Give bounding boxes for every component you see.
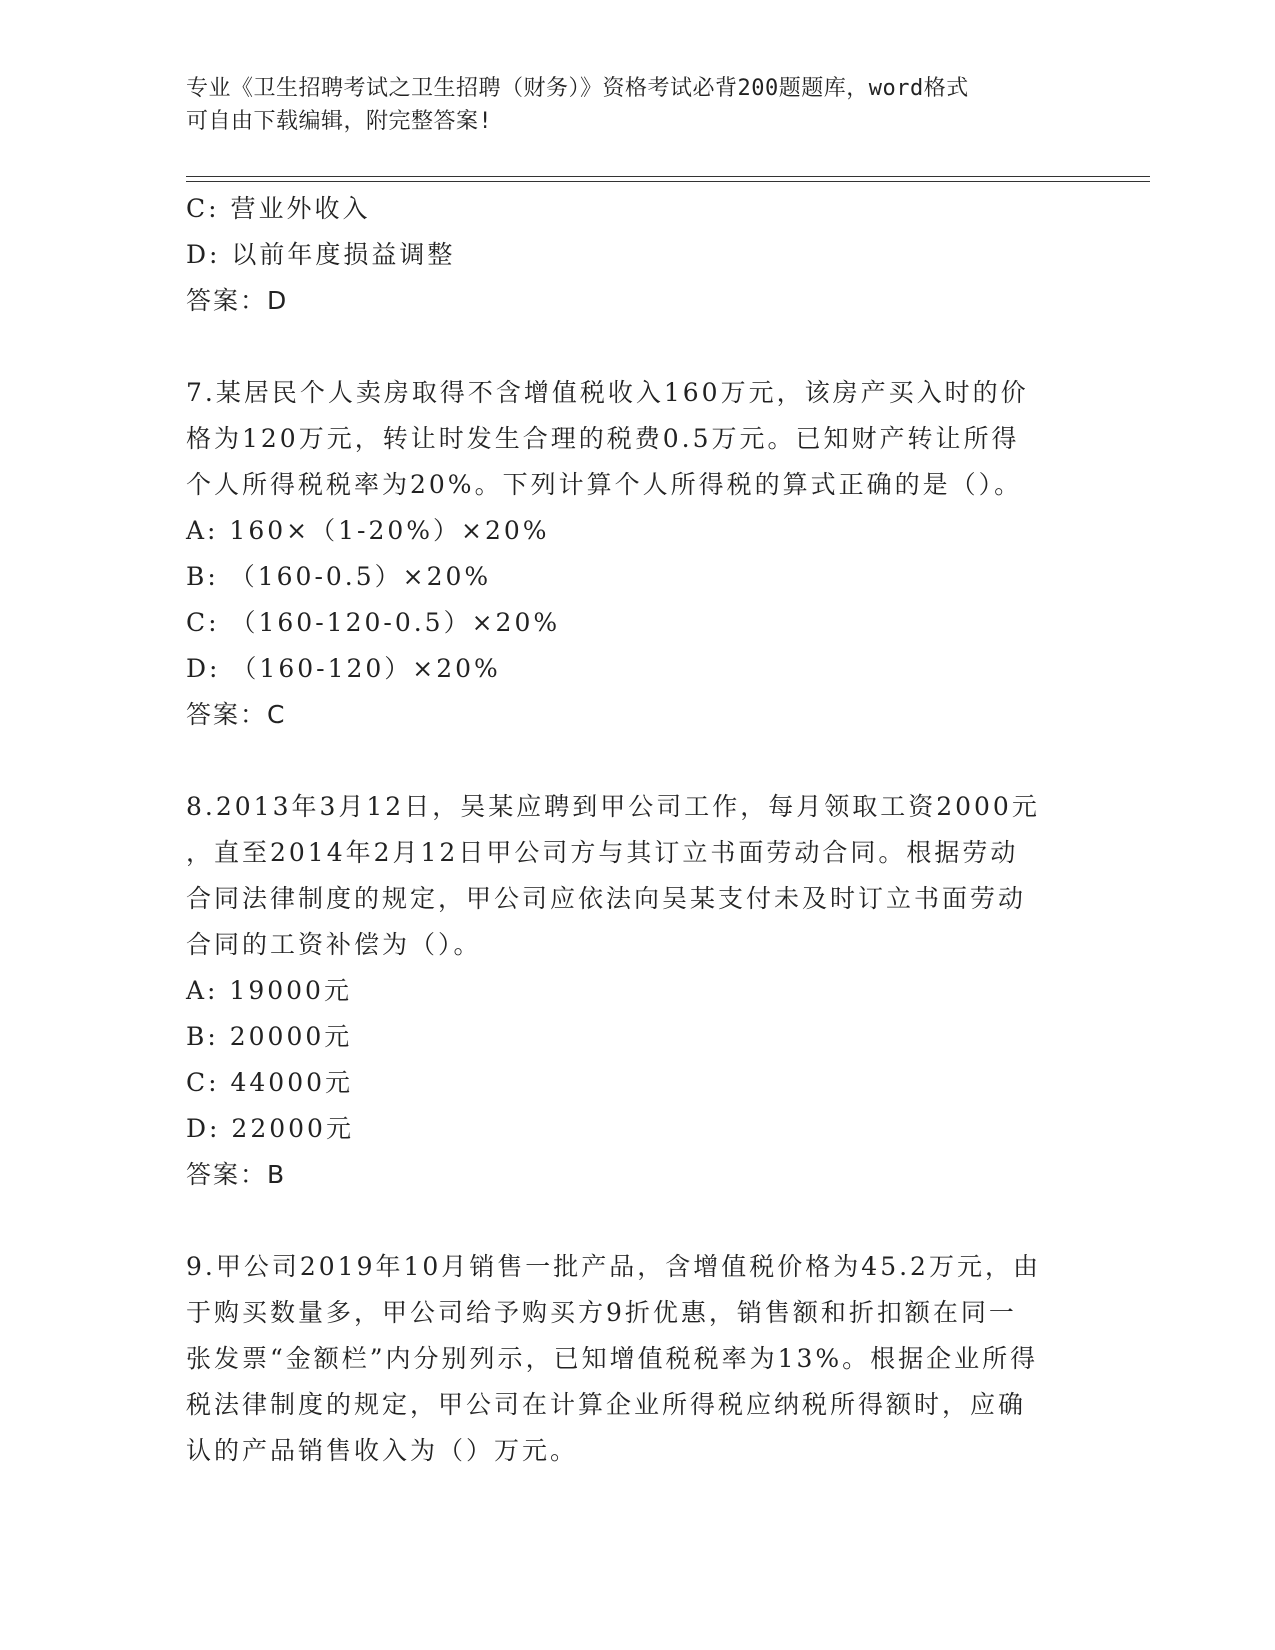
option-b: B: （160-0.5）×20% bbox=[186, 562, 492, 591]
question-6-tail bbox=[186, 186, 1086, 324]
question-9 bbox=[186, 1244, 1086, 1474]
option-d: D: （160-120）×20% bbox=[186, 654, 501, 683]
question-stem-line: 合同的工资补偿为（）。 bbox=[186, 930, 482, 959]
question-8 bbox=[186, 784, 1086, 1198]
option-b: B: 20000元 bbox=[186, 1022, 353, 1051]
header-line-1: 专业《卫生招聘考试之卫生招聘（财务）》资格考试必背200题题库，word格式 bbox=[186, 76, 969, 101]
option-c: C: （160-120-0.5）×20% bbox=[186, 608, 561, 637]
answer: 答案：B bbox=[186, 1160, 287, 1189]
question-stem-line: 格为120万元，转让时发生合理的税费0.5万元。已知财产转让所得 bbox=[186, 424, 1020, 453]
document-body bbox=[186, 186, 1086, 1474]
question-stem-line: 于购买数量多，甲公司给予购买方9折优惠，销售额和折扣额在同一 bbox=[186, 1298, 1017, 1327]
question-stem-line: 张发票“金额栏”内分别列示，已知增值税税率为13%。根据企业所得 bbox=[186, 1344, 1039, 1373]
question-stem-line: ，直至2014年2月12日甲公司方与其订立书面劳动合同。根据劳动 bbox=[186, 838, 1019, 867]
header-line-2: 可自由下载编辑，附完整答案! bbox=[186, 109, 493, 134]
header-divider-bottom bbox=[186, 181, 1150, 182]
question-stem-line: 9.甲公司2019年10月销售一批产品，含增值税价格为45.2万元，由 bbox=[186, 1252, 1041, 1281]
answer: 答案：D bbox=[186, 286, 289, 315]
spacer bbox=[186, 1198, 1086, 1244]
option-a: A: 160×（1-20%）×20% bbox=[186, 516, 550, 545]
option-a: A: 19000元 bbox=[186, 976, 352, 1005]
option-c: C: 44000元 bbox=[186, 1068, 354, 1097]
answer: 答案：C bbox=[186, 700, 287, 729]
question-stem-line: 7.某居民个人卖房取得不含增值税收入160万元，该房产买入时的价 bbox=[186, 378, 1029, 407]
header-divider-top bbox=[186, 176, 1150, 177]
question-stem-line: 合同法律制度的规定，甲公司应依法向吴某支付未及时订立书面劳动 bbox=[186, 884, 1027, 913]
option-d: D: 22000元 bbox=[186, 1114, 354, 1143]
question-stem-line: 税法律制度的规定，甲公司在计算企业所得税应纳税所得额时，应确 bbox=[186, 1390, 1027, 1419]
spacer bbox=[186, 324, 1086, 370]
question-stem-line: 8.2013年3月12日，吴某应聘到甲公司工作，每月领取工资2000元 bbox=[186, 792, 1040, 821]
option-c: C: 营业外收入 bbox=[186, 194, 371, 223]
spacer bbox=[186, 738, 1086, 784]
option-d: D: 以前年度损益调整 bbox=[186, 240, 456, 269]
question-stem-line: 认的产品销售收入为（）万元。 bbox=[186, 1436, 579, 1465]
question-7 bbox=[186, 370, 1086, 738]
page-header bbox=[186, 72, 1066, 138]
question-stem-line: 个人所得税税率为20%。下列计算个人所得税的算式正确的是（）。 bbox=[186, 470, 1023, 499]
